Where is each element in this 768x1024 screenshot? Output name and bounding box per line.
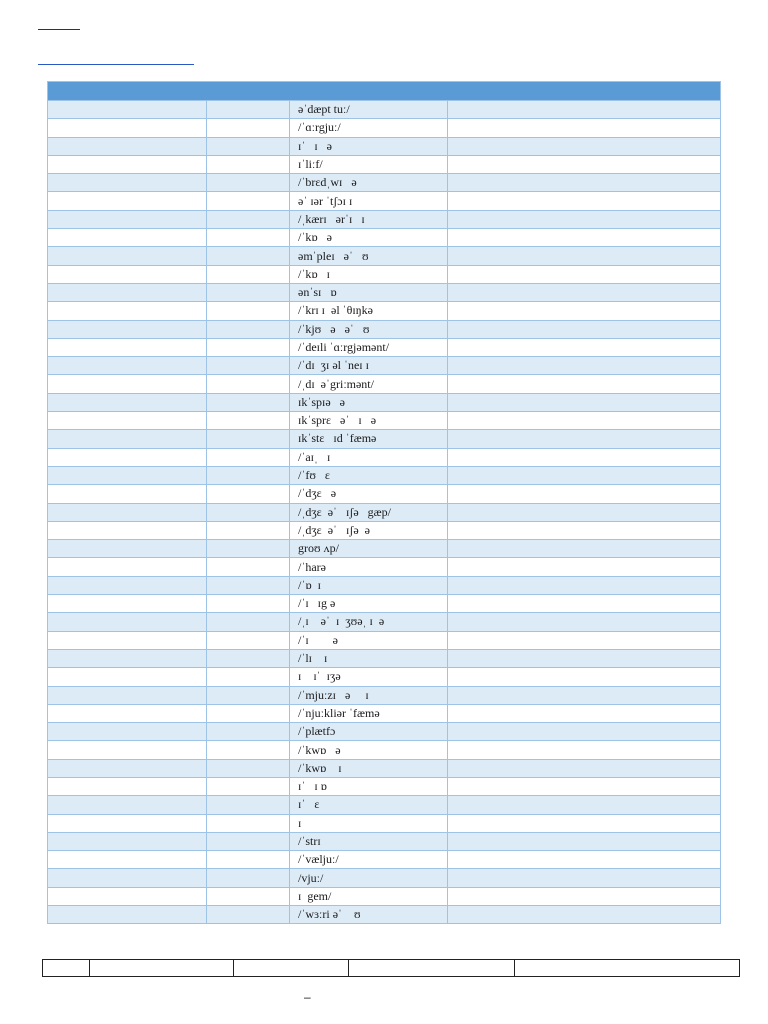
table-cell (448, 137, 721, 155)
table-cell (448, 174, 721, 192)
table-cell (448, 393, 721, 411)
table-row (48, 155, 721, 173)
table-row (48, 320, 721, 338)
table-cell (48, 210, 207, 228)
table-cell (448, 613, 721, 631)
table-cell (207, 265, 290, 283)
table-cell (448, 192, 721, 210)
table-cell (448, 357, 721, 375)
pronunciation-cell: /ˈɑːrgjuː/ (290, 119, 448, 137)
pronunciation-cell: /ˈdeɪli ˈɑːrgjəmənt/ (290, 338, 448, 356)
table-cell (48, 485, 207, 503)
table-cell (448, 558, 721, 576)
pronunciation-cell: ənˈsɪ ɒ (290, 283, 448, 301)
table-cell (207, 375, 290, 393)
table-cell (207, 741, 290, 759)
table-cell (48, 283, 207, 301)
pronunciation-cell: /ˈbrɛdˌwɪ ə (290, 174, 448, 192)
table-cell (48, 814, 207, 832)
table-cell (448, 631, 721, 649)
table-cell (48, 540, 207, 558)
pronunciation-cell: /ˈkɒ ə (290, 229, 448, 247)
table-cell (48, 466, 207, 484)
table-cell (207, 338, 290, 356)
table-cell (207, 759, 290, 777)
table-cell (48, 668, 207, 686)
pronunciation-cell: /ˈdɪ ʒɪ əl ˈneɪ ɪ (290, 357, 448, 375)
table-cell (48, 686, 207, 704)
table-cell (207, 521, 290, 539)
table-row (48, 814, 721, 832)
table-cell (448, 229, 721, 247)
table-cell (48, 759, 207, 777)
table-cell (207, 283, 290, 301)
table-cell (207, 723, 290, 741)
table-cell (207, 137, 290, 155)
table-cell (48, 613, 207, 631)
table-cell (48, 265, 207, 283)
table-row (48, 704, 721, 722)
pronunciation-cell: əmˈpleɪ əˈ ʊ (290, 247, 448, 265)
pronunciation-cell: /ˈnjuːkliər ˈfæmə (290, 704, 448, 722)
table-cell (48, 503, 207, 521)
table-row (48, 503, 721, 521)
table-row (48, 723, 721, 741)
table-row (48, 448, 721, 466)
table-cell (448, 576, 721, 594)
pronunciation-cell: /vjuː/ (290, 869, 448, 887)
table-cell (48, 137, 207, 155)
table-cell (207, 430, 290, 448)
table-row (48, 101, 721, 119)
table-header-row (48, 82, 721, 101)
table-row (48, 192, 721, 210)
table-cell (48, 796, 207, 814)
table-cell (48, 723, 207, 741)
pronunciation-cell: /ˈfʊ ɛ (290, 466, 448, 484)
link-underline[interactable] (38, 64, 194, 65)
table-cell (448, 448, 721, 466)
table-row (48, 430, 721, 448)
table-header-cell (48, 82, 721, 101)
table-cell (448, 430, 721, 448)
table-cell (48, 521, 207, 539)
table-row (48, 229, 721, 247)
table-cell (48, 741, 207, 759)
table-cell (48, 375, 207, 393)
table-row (48, 247, 721, 265)
table-cell (448, 832, 721, 850)
pronunciation-cell: /ˈharə (290, 558, 448, 576)
table-row (48, 119, 721, 137)
table-row (48, 412, 721, 430)
table-row (48, 466, 721, 484)
table-cell (48, 631, 207, 649)
footer-cell (90, 960, 234, 977)
table-cell (207, 887, 290, 905)
table-cell (448, 686, 721, 704)
table-cell (48, 906, 207, 924)
table-row (48, 174, 721, 192)
table-cell (48, 576, 207, 594)
table-cell (448, 119, 721, 137)
pronunciation-cell: /ˈmjuːzɪ ə ɪ (290, 686, 448, 704)
table-cell (448, 668, 721, 686)
table-cell (448, 521, 721, 539)
table-cell (448, 906, 721, 924)
pronunciation-cell: ɪkˈsprɛ əˈ ɪ ə (290, 412, 448, 430)
table-cell (448, 320, 721, 338)
table-cell (448, 704, 721, 722)
table-row (48, 649, 721, 667)
table-cell (448, 412, 721, 430)
table-cell (48, 393, 207, 411)
table-cell (207, 466, 290, 484)
pronunciation-cell: /ˈkɒ ɪ (290, 265, 448, 283)
table-cell (48, 101, 207, 119)
table-row (48, 576, 721, 594)
pronunciation-cell: ɪ ɪˈ ɪʒə (290, 668, 448, 686)
table-cell (207, 229, 290, 247)
table-cell (448, 210, 721, 228)
table-cell (207, 631, 290, 649)
pronunciation-cell: /ˈkwɒ ɪ (290, 759, 448, 777)
pronunciation-cell: əˈ ɪər ˈtʃɔɪ ɪ (290, 192, 448, 210)
table-row (48, 393, 721, 411)
pronunciation-cell: /ˈaɪˌ ɪ (290, 448, 448, 466)
table-cell (207, 119, 290, 137)
table-cell (48, 558, 207, 576)
pronunciation-cell: əˈdæpt tuː/ (290, 101, 448, 119)
table-row (48, 302, 721, 320)
table-cell (48, 869, 207, 887)
table-cell (207, 174, 290, 192)
table-cell (448, 101, 721, 119)
pronunciation-cell: /ˈlɪ ɪ (290, 649, 448, 667)
page-marker: – (304, 990, 311, 1004)
footer-row (43, 960, 740, 977)
pronunciation-cell: /ˌdʒɛ əˈ ɪʃə gæp/ (290, 503, 448, 521)
table-cell (207, 649, 290, 667)
table-cell (207, 906, 290, 924)
table-cell (207, 704, 290, 722)
table-cell (207, 777, 290, 795)
footer-cell (349, 960, 515, 977)
table-cell (207, 576, 290, 594)
table-cell (48, 302, 207, 320)
table-cell (207, 540, 290, 558)
table-cell (48, 412, 207, 430)
table-cell (448, 265, 721, 283)
table-cell (448, 741, 721, 759)
table-cell (207, 485, 290, 503)
table-row (48, 906, 721, 924)
pronunciation-cell: /ˈɪ ə (290, 631, 448, 649)
table-row (48, 485, 721, 503)
pronunciation-cell: /ˌdɪ əˈgriːmənt/ (290, 375, 448, 393)
table-row (48, 375, 721, 393)
table-row (48, 265, 721, 283)
table-cell (207, 320, 290, 338)
table-cell (207, 412, 290, 430)
table-cell (207, 796, 290, 814)
header-rule (38, 29, 80, 30)
table-cell (448, 540, 721, 558)
pronunciation-cell: /ˈkrɪ ɪ əl ˈθɪŋkə (290, 302, 448, 320)
table-row (48, 887, 721, 905)
pronunciation-cell: /ˌkærɪ ərˈɪ ɪ (290, 210, 448, 228)
table-row (48, 338, 721, 356)
footer-cell (515, 960, 740, 977)
table-row (48, 668, 721, 686)
table-cell (207, 832, 290, 850)
table-cell (448, 503, 721, 521)
table-cell (448, 466, 721, 484)
table-cell (448, 723, 721, 741)
table-cell (48, 357, 207, 375)
table-row (48, 796, 721, 814)
table-cell (207, 558, 290, 576)
pronunciation-cell: /ˈvæljuː/ (290, 851, 448, 869)
table-cell (207, 851, 290, 869)
table-row (48, 595, 721, 613)
table-cell (48, 247, 207, 265)
table-cell (448, 283, 721, 301)
table-cell (448, 338, 721, 356)
footer-cell (234, 960, 349, 977)
table-row (48, 210, 721, 228)
table-cell (448, 814, 721, 832)
table-row (48, 759, 721, 777)
pronunciation-cell: ɪ gem/ (290, 887, 448, 905)
table-body (48, 101, 721, 924)
pronunciation-cell: /ˈɪ ɪg ə (290, 595, 448, 613)
table-cell (48, 174, 207, 192)
table-cell (48, 192, 207, 210)
table-cell (207, 448, 290, 466)
pronunciation-cell: ɪ (290, 814, 448, 832)
footer-table (42, 959, 740, 977)
pronunciation-cell: /ˈkwɒ ə (290, 741, 448, 759)
pronunciation-cell: /ˌdʒɛ əˈ ɪʃə ə (290, 521, 448, 539)
table-cell (48, 155, 207, 173)
table-cell (448, 796, 721, 814)
table-cell (448, 155, 721, 173)
table-cell (207, 595, 290, 613)
table-cell (448, 485, 721, 503)
table-cell (448, 375, 721, 393)
table-cell (207, 192, 290, 210)
table-cell (48, 448, 207, 466)
table-row (48, 558, 721, 576)
pronunciation-cell: ɪˈ ɪ ə (290, 137, 448, 155)
pronunciation-cell: /ˈplætfɔ (290, 723, 448, 741)
table-cell (207, 613, 290, 631)
table-cell (207, 302, 290, 320)
table-cell (207, 210, 290, 228)
table-cell (48, 320, 207, 338)
table-cell (448, 887, 721, 905)
table-cell (207, 869, 290, 887)
table-cell (48, 704, 207, 722)
pronunciation-cell: ɪˈ ɛ (290, 796, 448, 814)
table-row (48, 540, 721, 558)
table-cell (48, 119, 207, 137)
pronunciation-cell: ɪˈ ɪ ɒ (290, 777, 448, 795)
pronunciation-cell: ɪkˈstɛ ɪd ˈfæmə (290, 430, 448, 448)
table-row (48, 851, 721, 869)
table-cell (448, 247, 721, 265)
table-cell (448, 851, 721, 869)
pronunciation-cell: /ˈstrɪ (290, 832, 448, 850)
pronunciation-cell: /ˈdʒɛ ə (290, 485, 448, 503)
table-cell (448, 595, 721, 613)
table-cell (48, 649, 207, 667)
table-row (48, 869, 721, 887)
table-row (48, 832, 721, 850)
pronunciation-cell: groʊ ʌp/ (290, 540, 448, 558)
pronunciation-cell: /ˈɒ ɪ (290, 576, 448, 594)
table-cell (207, 668, 290, 686)
table-row (48, 741, 721, 759)
pronunciation-cell: /ˈwɜːri əˈ ʊ (290, 906, 448, 924)
table-row (48, 686, 721, 704)
table-cell (207, 155, 290, 173)
table-cell (48, 430, 207, 448)
table-cell (448, 649, 721, 667)
table-cell (48, 887, 207, 905)
pronunciation-cell: ɪkˈspɪə ə (290, 393, 448, 411)
table-row (48, 613, 721, 631)
table-cell (48, 851, 207, 869)
table-cell (207, 101, 290, 119)
vocabulary-table (47, 81, 721, 924)
table-row (48, 777, 721, 795)
table-cell (48, 595, 207, 613)
table-row (48, 521, 721, 539)
table-cell (448, 777, 721, 795)
table-row (48, 283, 721, 301)
table-cell (207, 247, 290, 265)
pronunciation-cell: ɪˈliːf/ (290, 155, 448, 173)
table-cell (207, 686, 290, 704)
table-row (48, 631, 721, 649)
table-cell (48, 832, 207, 850)
table-cell (48, 338, 207, 356)
footer-cell (43, 960, 90, 977)
table-row (48, 357, 721, 375)
pronunciation-cell: /ˌɪ əˈ ɪ ʒʊəˌ ɪ ə (290, 613, 448, 631)
table-row (48, 137, 721, 155)
table-cell (48, 777, 207, 795)
table-cell (207, 393, 290, 411)
table-cell (207, 503, 290, 521)
table-cell (448, 302, 721, 320)
table-cell (448, 759, 721, 777)
pronunciation-cell: /ˈkjʊ ə əˈ ʊ (290, 320, 448, 338)
table-cell (448, 869, 721, 887)
table-cell (48, 229, 207, 247)
table-cell (207, 814, 290, 832)
table-cell (207, 357, 290, 375)
